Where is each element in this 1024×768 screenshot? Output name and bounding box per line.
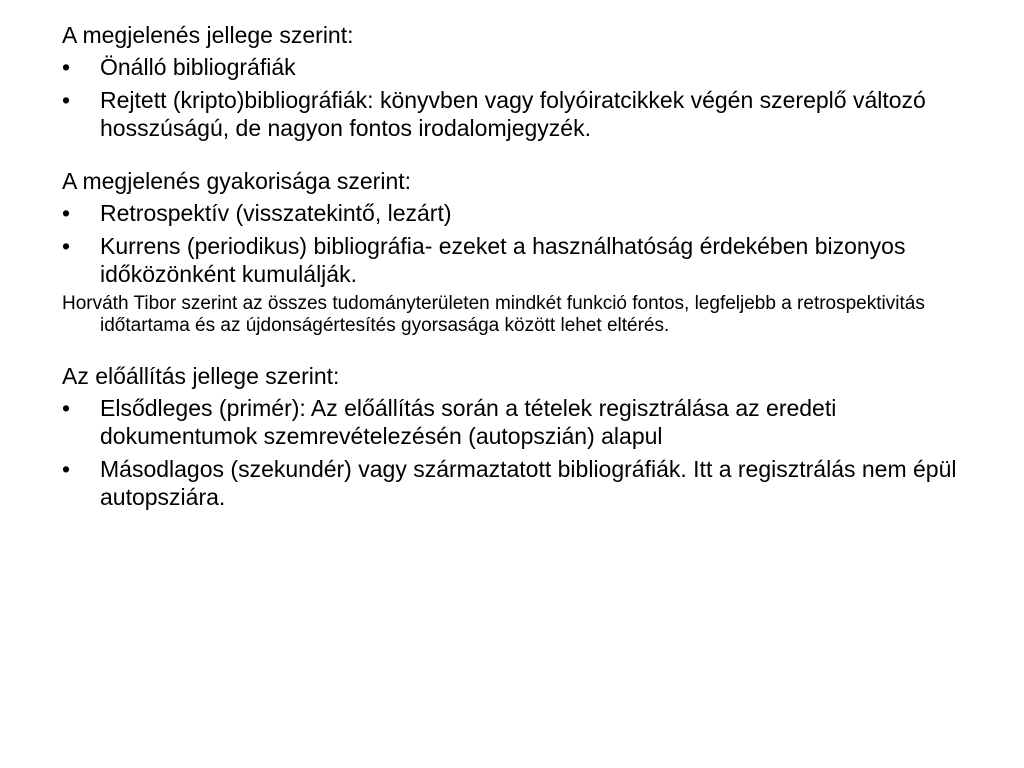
- list-item: [62, 232, 984, 288]
- list-item-text: Retrospektív (visszatekintő, lezárt): [100, 200, 452, 226]
- bullet-list: [62, 199, 984, 288]
- section-frequency: [62, 166, 984, 337]
- section-appearance-type: [62, 20, 984, 142]
- bullet-icon: •: [62, 87, 71, 113]
- bullet-icon: •: [62, 200, 71, 226]
- list-item-text: Másodlagos (szekundér) vagy származtatott bibliográfiák. Itt a regisztrálás nem épül autopsziára.: [100, 456, 957, 510]
- section-heading: Az előállítás jellege szerint:: [62, 363, 340, 389]
- bullet-icon: •: [62, 456, 71, 482]
- list-item: [62, 394, 984, 450]
- bullet-icon: •: [62, 54, 71, 80]
- list-item-text: Rejtett (kripto)bibliográfiák: könyvben vagy folyóiratcikkek végén szereplő változó hosszúságú, de nagyon fontos irodalomjegyzék.: [100, 87, 926, 141]
- bullet-list: [62, 53, 984, 142]
- list-item-text: Elsődleges (primér): Az előállítás során a tételek regisztrálása az eredeti dokumentumok szemrevételezésén (autopszián) alapul: [100, 395, 837, 449]
- section-heading: A megjelenés jellege szerint:: [62, 22, 354, 48]
- list-item-text: Önálló bibliográfiák: [100, 54, 296, 80]
- bullet-icon: •: [62, 233, 71, 259]
- bullet-icon: •: [62, 395, 71, 421]
- list-item: [62, 86, 984, 142]
- bullet-list: [62, 394, 984, 511]
- list-item: [62, 455, 984, 511]
- section-heading: A megjelenés gyakorisága szerint:: [62, 168, 412, 194]
- section-note: Horváth Tibor szerint az összes tudományterületen mindkét funkció fontos, legfeljebb a retrospektivitás időtartama és az újdonságértesítés gyorsasága között lehet eltérés.: [62, 293, 925, 336]
- list-item: [62, 199, 984, 227]
- section-production-type: [62, 361, 984, 511]
- list-item-text: Kurrens (periodikus) bibliográfia- ezeket a használhatóság érdekében bizonyos időközönként kumulálják.: [100, 233, 906, 287]
- list-item: [62, 53, 984, 81]
